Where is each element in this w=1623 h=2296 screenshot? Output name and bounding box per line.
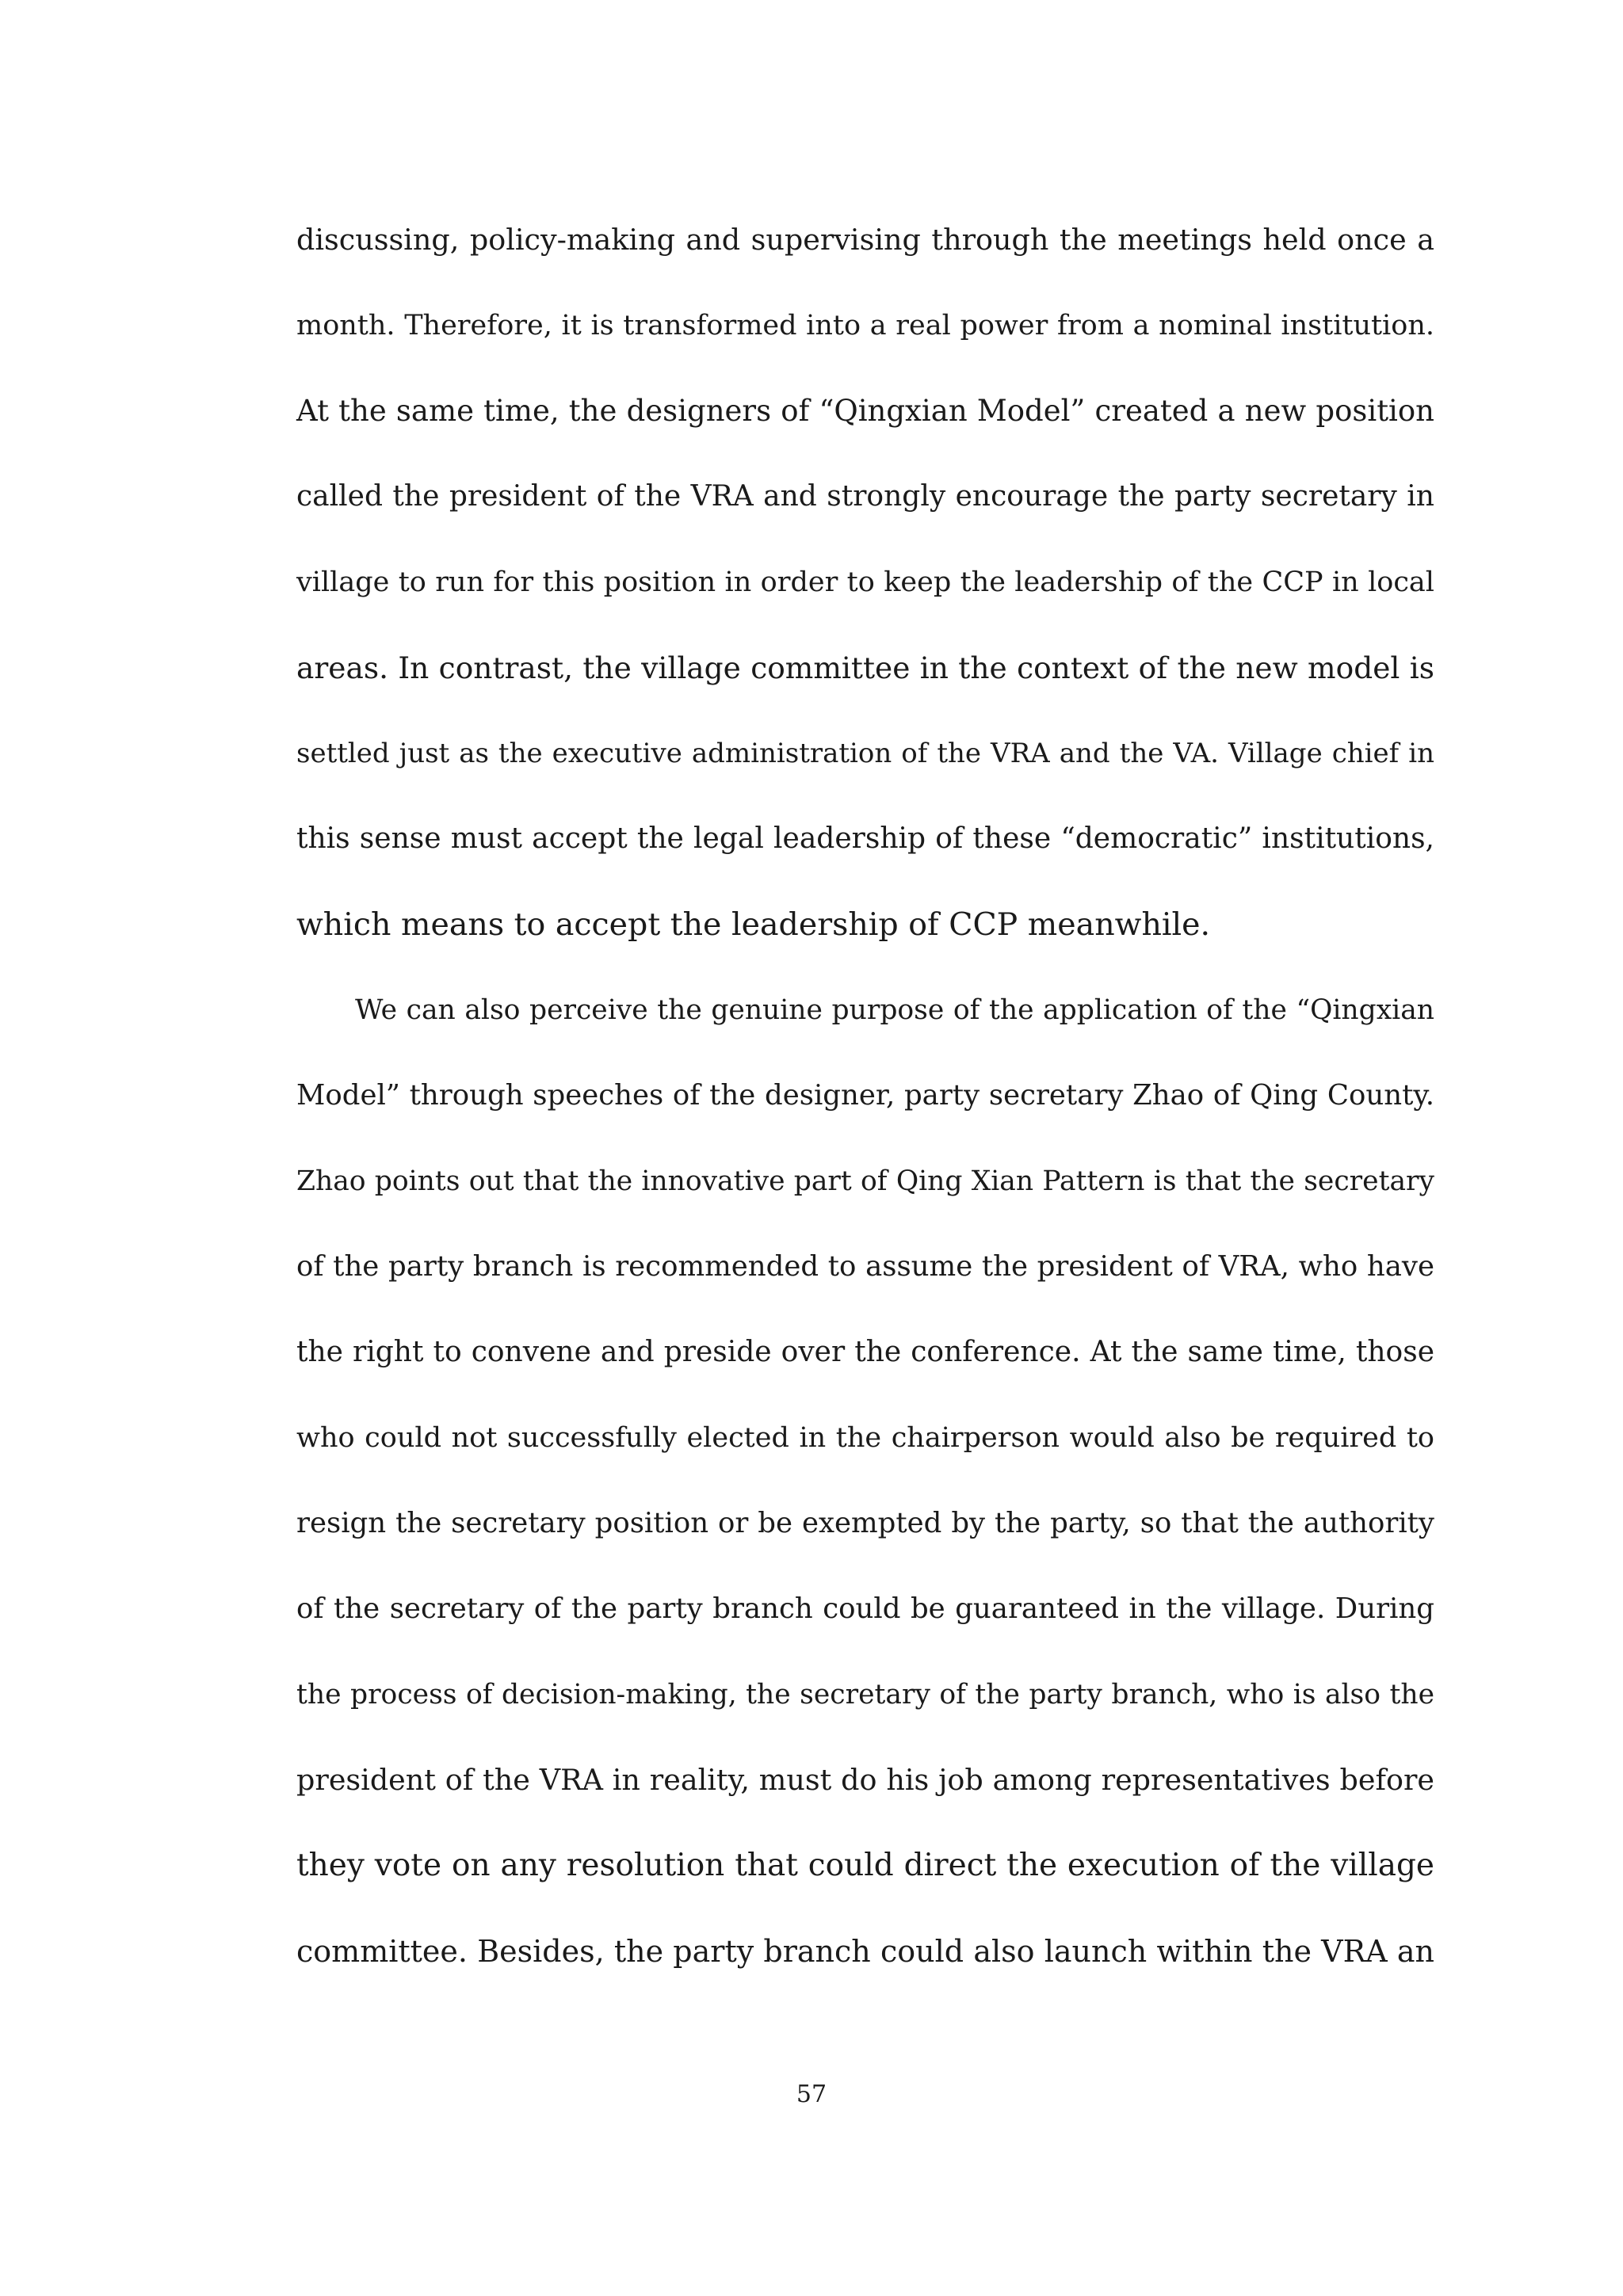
text-line: called the president of the VRA and strongly encourage the party secretary in (296, 480, 1434, 513)
text-line: areas. In contrast, the village committee in the context of the new model is (296, 650, 1434, 685)
text-line: this sense must accept the legal leadership of these “democratic” institutions, (296, 822, 1434, 855)
paragraph-end-line: which means to accept the leadership of CCP meanwhile. (296, 906, 1211, 943)
text-line: month. Therefore, it is transformed into a real power from a nominal institution. (296, 310, 1434, 341)
text-line: At the same time, the designers of “Qingxian Model” created a new position (296, 394, 1434, 428)
text-line: the process of decision-making, the secretary of the party branch, who is also the (296, 1679, 1434, 1711)
text-line: they vote on any resolution that could direct the execution of the village (296, 1848, 1434, 1883)
text-line: of the party branch is recommended to assume the president of VRA, who have (296, 1250, 1434, 1283)
text-line: village to run for this position in order to keep the leadership of the CCP in local (296, 566, 1434, 598)
text-line: who could not successfully elected in the chairperson would also be required to (296, 1422, 1434, 1454)
text-line: settled just as the executive administration of the VRA and the VA. Village chief in (296, 738, 1434, 769)
paragraph-start-line: We can also perceive the genuine purpose of the application of the “Qingxian (355, 994, 1434, 1026)
body-text (296, 212, 1434, 2009)
page-number: 57 (796, 2081, 827, 2108)
text-line: Model” through speeches of the designer, party secretary Zhao of Qing County. (296, 1079, 1434, 1112)
text-line: discussing, policy-making and supervising through the meetings held once a (296, 223, 1434, 257)
text-line: Zhao points out that the innovative part of Qing Xian Pattern is that the secretary (296, 1165, 1434, 1197)
text-line: the right to convene and preside over the conference. At the same time, those (296, 1336, 1434, 1368)
text-line: committee. Besides, the party branch could also launch within the VRA an (296, 1934, 1434, 1969)
text-line: of the secretary of the party branch could be guaranteed in the village. During (296, 1592, 1434, 1625)
text-line: resign the secretary position or be exempted by the party, so that the authority (296, 1507, 1434, 1539)
text-line: president of the VRA in reality, must do his job among representatives before (296, 1763, 1434, 1797)
